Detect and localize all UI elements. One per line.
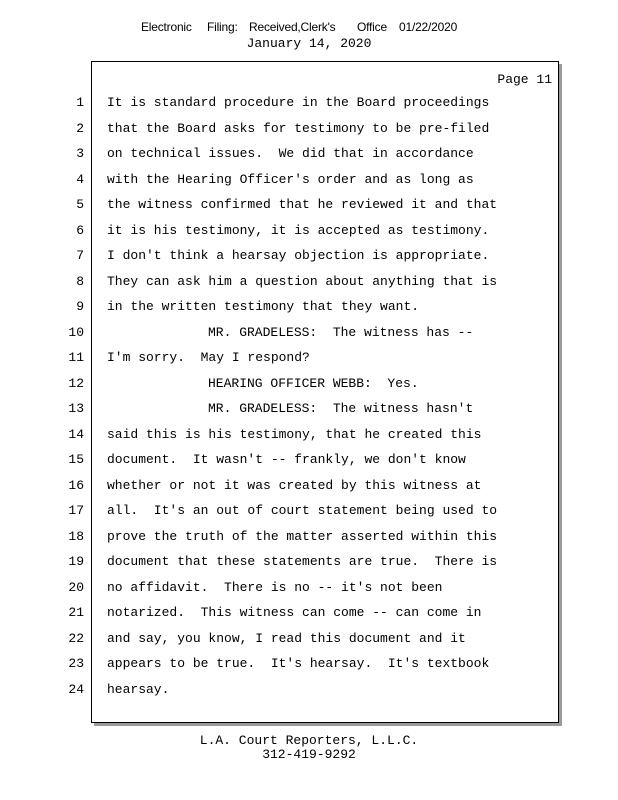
transcript-line [0,603,618,623]
line-text: appears to be true. It's hearsay. It's textbook [107,656,490,671]
line-number: 21 [68,605,84,620]
transcript-line [0,629,618,649]
transcript-line [0,323,618,343]
line-number: 5 [76,197,84,212]
line-text: I'm sorry. May I respond? [107,350,310,365]
line-text: no affidavit. There is no -- it's not been [107,579,443,595]
line-number: 18 [68,528,84,544]
line-number: 14 [68,426,84,442]
line-number: 19 [68,554,84,569]
transcript-line [0,399,618,419]
transcript-line [0,501,618,521]
transcript-line [0,654,618,674]
line-text: said this is his testimony, that he created this [107,426,482,442]
page-number: Page 11 [497,72,552,87]
line-text: on technical issues. We did that in accordance [107,146,474,161]
line-text: I don't think a hearsay objection is appropriate. [107,248,490,263]
line-number: 22 [68,630,84,646]
line-number: 12 [68,375,84,391]
line-text: and say, you know, I read this document and it [107,630,466,646]
line-text: document that these statements are true. There is [107,554,498,569]
transcript-line [0,578,618,598]
line-text: whether or not it was created by this witness at [107,477,482,493]
transcript-line [0,680,618,700]
line-number: 13 [68,401,84,416]
stamp-electronic: Electronic [141,20,192,34]
line-number: 6 [76,222,84,238]
line-text: in the written testimony that they want. [107,299,420,314]
line-number: 3 [76,146,84,161]
line-text: with the Hearing Officer's order and as long as [107,171,474,187]
transcript-line [0,195,618,215]
line-number: 23 [68,656,84,671]
line-number: 1 [76,95,84,110]
line-number: 9 [76,299,84,314]
line-number: 2 [76,120,84,136]
line-text: It is standard procedure in the Board proceedings [107,95,490,110]
transcript-line [0,348,618,368]
header-date: January 14, 2020 [246,36,372,51]
line-text: hearsay. [107,681,170,697]
line-number: 24 [68,681,84,697]
stamp-office: Office [357,20,387,34]
line-number: 11 [68,350,84,365]
line-number: 16 [68,477,84,493]
line-number: 8 [76,273,84,289]
line-number: 4 [76,171,84,187]
line-text: document. It wasn't -- frankly, we don't know [107,452,466,467]
transcript-line [0,170,618,190]
line-text: the witness confirmed that he reviewed it and that [107,197,498,212]
stamp-filing: Filing: [207,20,238,34]
line-number: 7 [76,248,84,263]
line-text: They can ask him a question about anything that is [107,273,498,289]
transcript-line [0,374,618,394]
stamp-date: 01/22/2020 [399,20,458,34]
footer-phone: 312-419-9292 [262,747,356,762]
line-text: notarized. This witness can come -- can come in [107,605,482,620]
transcript-line [0,272,618,292]
transcript-line [0,246,618,266]
transcript-line [0,450,618,470]
transcript-line [0,297,618,317]
transcript-line [0,221,618,241]
stamp-received: Received,Clerk's [249,20,336,34]
line-text: all. It's an out of court statement being used to [107,503,498,518]
line-text: that the Board asks for testimony to be pre-filed [107,120,490,136]
line-text: prove the truth of the matter asserted within this [107,528,498,544]
transcript-line [0,93,618,113]
line-text: MR. GRADELESS: The witness hasn't [208,401,474,416]
transcript-line [0,552,618,572]
transcript-line [0,476,618,496]
transcript-line [0,119,618,139]
transcript-line [0,425,618,445]
footer-company: L.A. Court Reporters, L.L.C. [199,733,419,748]
line-number: 20 [68,579,84,595]
line-text: it is his testimony, it is accepted as testimony. [107,222,490,238]
line-number: 10 [68,324,84,340]
line-number: 17 [68,503,84,518]
line-number: 15 [68,452,84,467]
transcript-line [0,527,618,547]
line-text: HEARING OFFICER WEBB: Yes. [208,375,419,391]
line-text: MR. GRADELESS: The witness has -- [208,324,474,340]
transcript-line [0,144,618,164]
